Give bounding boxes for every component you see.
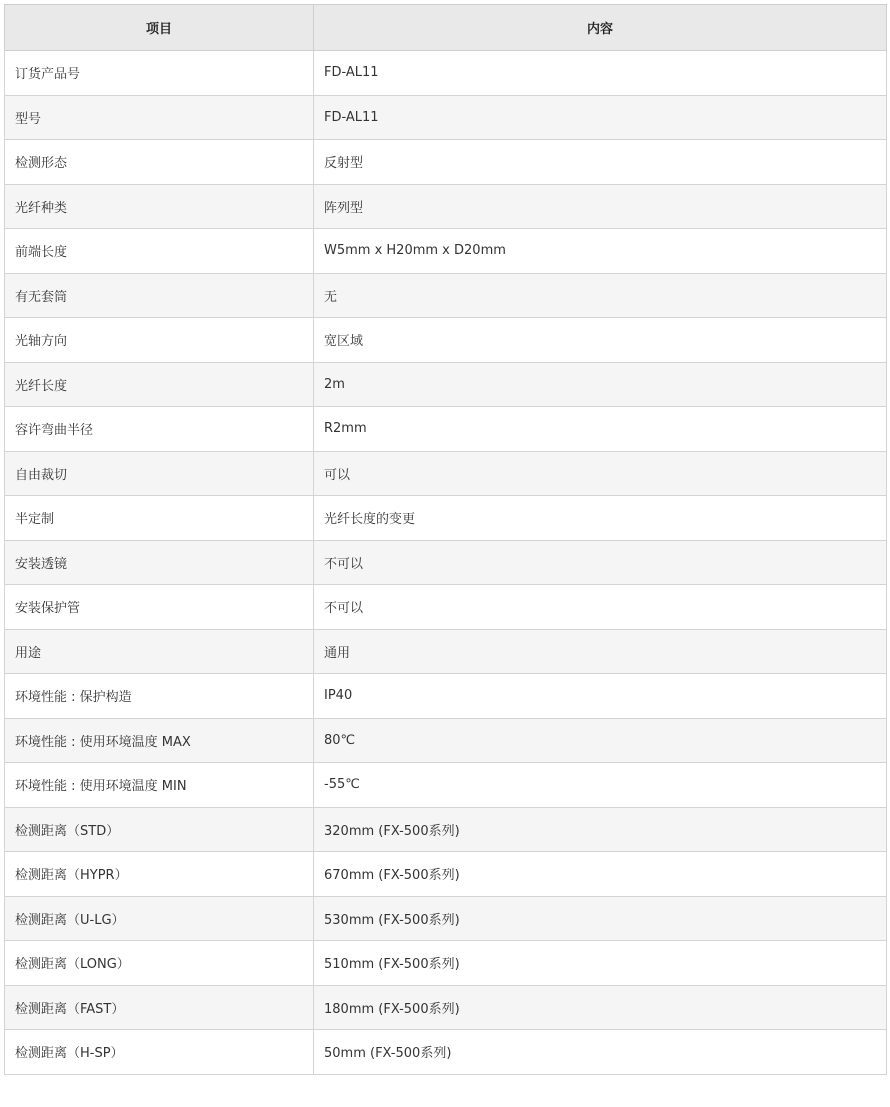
spec-table bbox=[4, 4, 887, 1075]
row-value-cell: FD-AL11 bbox=[314, 51, 887, 96]
table-row bbox=[5, 229, 887, 274]
row-item-cell: 型号 bbox=[5, 95, 314, 140]
row-item-cell: 前端长度 bbox=[5, 229, 314, 274]
row-value-cell: 80℃ bbox=[314, 718, 887, 763]
table-body bbox=[5, 51, 887, 1075]
row-value-cell: 阵列型 bbox=[314, 184, 887, 229]
row-value-cell: 510mm (FX-500系列) bbox=[314, 941, 887, 986]
table-row bbox=[5, 941, 887, 986]
row-value-cell: 180mm (FX-500系列) bbox=[314, 985, 887, 1030]
row-item-cell: 环境性能 : 保护构造 bbox=[5, 674, 314, 719]
row-value-cell: IP40 bbox=[314, 674, 887, 719]
table-header bbox=[5, 5, 887, 51]
row-value-cell: 宽区域 bbox=[314, 318, 887, 363]
column-header-item: 项目 bbox=[5, 5, 314, 51]
row-value-cell: R2mm bbox=[314, 407, 887, 452]
row-value-cell: 530mm (FX-500系列) bbox=[314, 896, 887, 941]
row-item-cell: 检测距离（HYPR） bbox=[5, 852, 314, 897]
table-row bbox=[5, 273, 887, 318]
row-value-cell: W5mm x H20mm x D20mm bbox=[314, 229, 887, 274]
row-value-cell: 670mm (FX-500系列) bbox=[314, 852, 887, 897]
row-value-cell: 无 bbox=[314, 273, 887, 318]
row-item-cell: 检测距离（FAST） bbox=[5, 985, 314, 1030]
row-value-cell: -55℃ bbox=[314, 763, 887, 808]
row-item-cell: 自由裁切 bbox=[5, 451, 314, 496]
table-row bbox=[5, 51, 887, 96]
row-value-cell: 2m bbox=[314, 362, 887, 407]
row-item-cell: 安装透镜 bbox=[5, 540, 314, 585]
row-item-cell: 安装保护管 bbox=[5, 585, 314, 630]
table-row bbox=[5, 896, 887, 941]
row-item-cell: 检测距离（U-LG） bbox=[5, 896, 314, 941]
table-row bbox=[5, 1030, 887, 1075]
row-item-cell: 检测形态 bbox=[5, 140, 314, 185]
row-item-cell: 光纤种类 bbox=[5, 184, 314, 229]
table-row bbox=[5, 140, 887, 185]
row-value-cell: 可以 bbox=[314, 451, 887, 496]
row-item-cell: 订货产品号 bbox=[5, 51, 314, 96]
table-row bbox=[5, 362, 887, 407]
table-row bbox=[5, 807, 887, 852]
header-row bbox=[5, 5, 887, 51]
row-value-cell: 通用 bbox=[314, 629, 887, 674]
row-item-cell: 光纤长度 bbox=[5, 362, 314, 407]
table-row bbox=[5, 852, 887, 897]
row-item-cell: 检测距离（STD） bbox=[5, 807, 314, 852]
table-row bbox=[5, 629, 887, 674]
row-item-cell: 光轴方向 bbox=[5, 318, 314, 363]
row-value-cell: 反射型 bbox=[314, 140, 887, 185]
table-row bbox=[5, 95, 887, 140]
row-item-cell: 检测距离（LONG） bbox=[5, 941, 314, 986]
column-header-value: 内容 bbox=[314, 5, 887, 51]
table-row bbox=[5, 540, 887, 585]
table-row bbox=[5, 985, 887, 1030]
row-value-cell: 50mm (FX-500系列) bbox=[314, 1030, 887, 1075]
row-item-cell: 容许弯曲半径 bbox=[5, 407, 314, 452]
row-item-cell: 检测距离（H-SP） bbox=[5, 1030, 314, 1075]
row-value-cell: 不可以 bbox=[314, 540, 887, 585]
row-value-cell: 320mm (FX-500系列) bbox=[314, 807, 887, 852]
table-row bbox=[5, 451, 887, 496]
row-value-cell: 不可以 bbox=[314, 585, 887, 630]
table-row bbox=[5, 674, 887, 719]
row-item-cell: 环境性能 : 使用环境温度 MIN bbox=[5, 763, 314, 808]
table-row bbox=[5, 184, 887, 229]
row-item-cell: 环境性能 : 使用环境温度 MAX bbox=[5, 718, 314, 763]
row-item-cell: 用途 bbox=[5, 629, 314, 674]
row-value-cell: FD-AL11 bbox=[314, 95, 887, 140]
table-row bbox=[5, 318, 887, 363]
table-row bbox=[5, 585, 887, 630]
row-value-cell: 光纤长度的变更 bbox=[314, 496, 887, 541]
table-row bbox=[5, 407, 887, 452]
table-row bbox=[5, 496, 887, 541]
row-item-cell: 半定制 bbox=[5, 496, 314, 541]
row-item-cell: 有无套筒 bbox=[5, 273, 314, 318]
table-row bbox=[5, 718, 887, 763]
table-row bbox=[5, 763, 887, 808]
